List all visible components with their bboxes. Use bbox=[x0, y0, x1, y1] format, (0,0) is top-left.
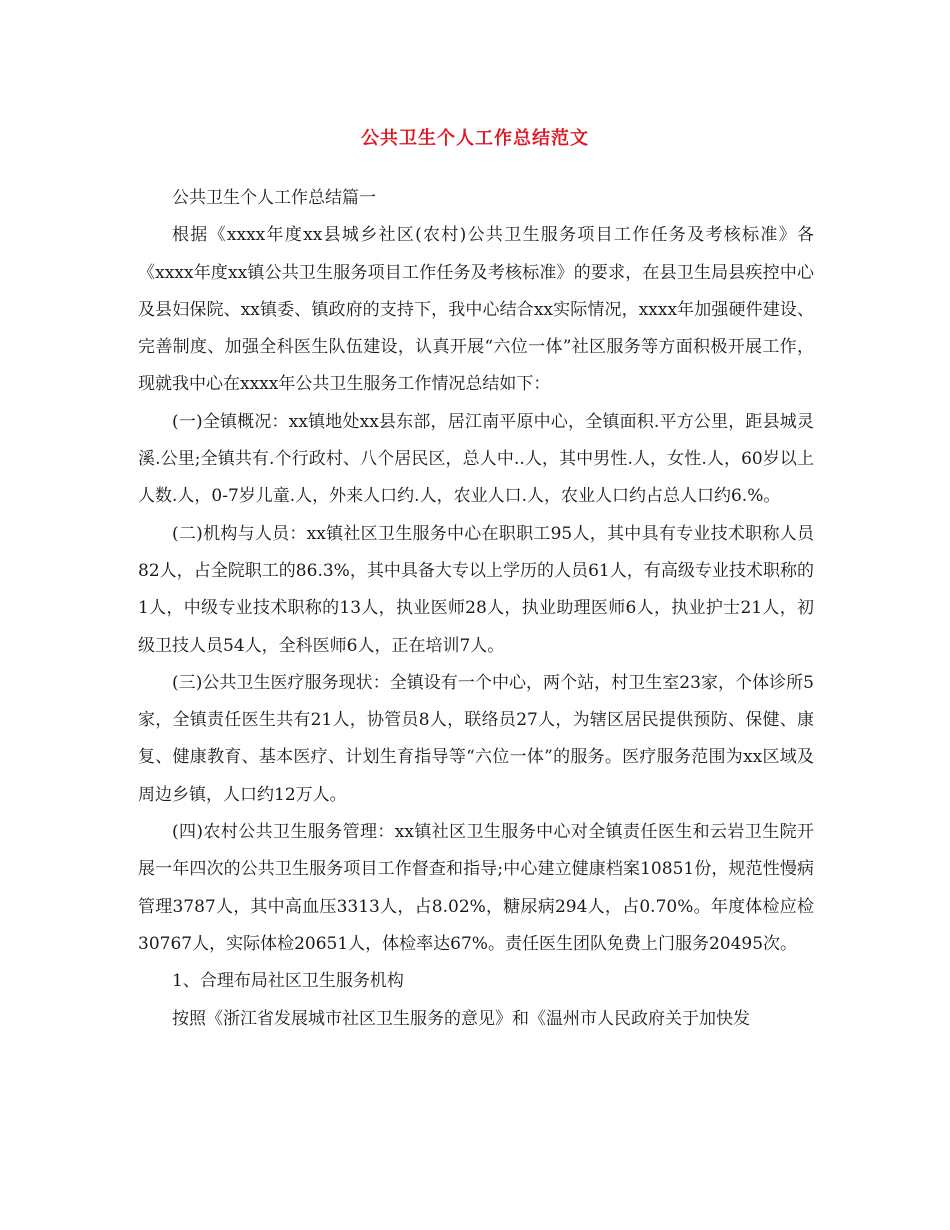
paragraph-intro: 根据《xxxx年度xx县城乡社区(农村)公共卫生服务项目工作任务及考核标准》各《xxxx年度xx镇公共卫生服务项目工作任务及考核标准》的要求，在县卫生局县疾控中心及县妇保院、xx镇委、镇政府的支持下，我中心结合xx实际情况，xxxx年加强硬件建设、完善制度、加强全科医生队伍建设，认真开展“六位一体”社区服务等方面积极开展工作，现就我中心在xxxx年公共卫生服务工作情况总结如下： bbox=[138, 225, 814, 395]
paragraph-service-status: (三)公共卫生医疗服务现状：全镇设有一个中心，两个站，村卫生室23家，个体诊所5家，全镇责任医生共有21人，协管员8人，联络员27人，为辖区居民提供预防、保健、康复、健康教育、基本医疗、计划生育指导等“六位一体”的服务。医疗服务范围为xx区域及周边乡镇，人口约12万人。 bbox=[138, 672, 814, 805]
paragraph-staff: (二)机构与人员：xx镇社区卫生服务中心在职职工95人，其中具有专业技术职称人员82人，占全院职工的86.3%，其中具备大专以上学历的人员61人，有高级专业技术职称的1人，中级专业技术职称的13人，执业医师28人，执业助理医师6人，执业护士21人，初级卫技人员54人，全科医师6人，正在培训7人。 bbox=[138, 523, 814, 656]
paragraph-rural-management: (四)农村公共卫生服务管理：xx镇社区卫生服务中心对全镇责任医生和云岩卫生院开展一年四次的公共卫生服务项目工作督查和指导;中心建立健康档案10851份，规范性慢病管理3787人，其中高血压3313人，占8.02%，糖尿病294人，占0.70%。年度体检应检30767人，实际体检20651人，体检率达67%。责任医生团队免费上门服务20495次。 bbox=[138, 822, 814, 954]
paragraph-town-overview: (一)全镇概况：xx镇地处xx县东部，居江南平原中心，全镇面积.平方公里，距县城灵溪.公里;全镇共有.个行政村、八个居民区，总人中..人，其中男性.人，女性.人，60岁以上人数.人，0-7岁儿童.人，外来人口约.人，农业人口.人，农业人口约占总人口约6.%。 bbox=[138, 411, 814, 507]
document-title: 公共卫生个人工作总结范文 bbox=[361, 128, 589, 149]
section-heading: 公共卫生个人工作总结篇一 bbox=[172, 188, 376, 208]
document-body bbox=[138, 180, 814, 1038]
paragraph-subheading-layout: 1、合理布局社区卫生服务机构 bbox=[172, 971, 404, 992]
paragraph-according: 按照《浙江省发展城市社区卫生服务的意见》和《温州市人民政府关于加快发 bbox=[172, 1008, 750, 1029]
